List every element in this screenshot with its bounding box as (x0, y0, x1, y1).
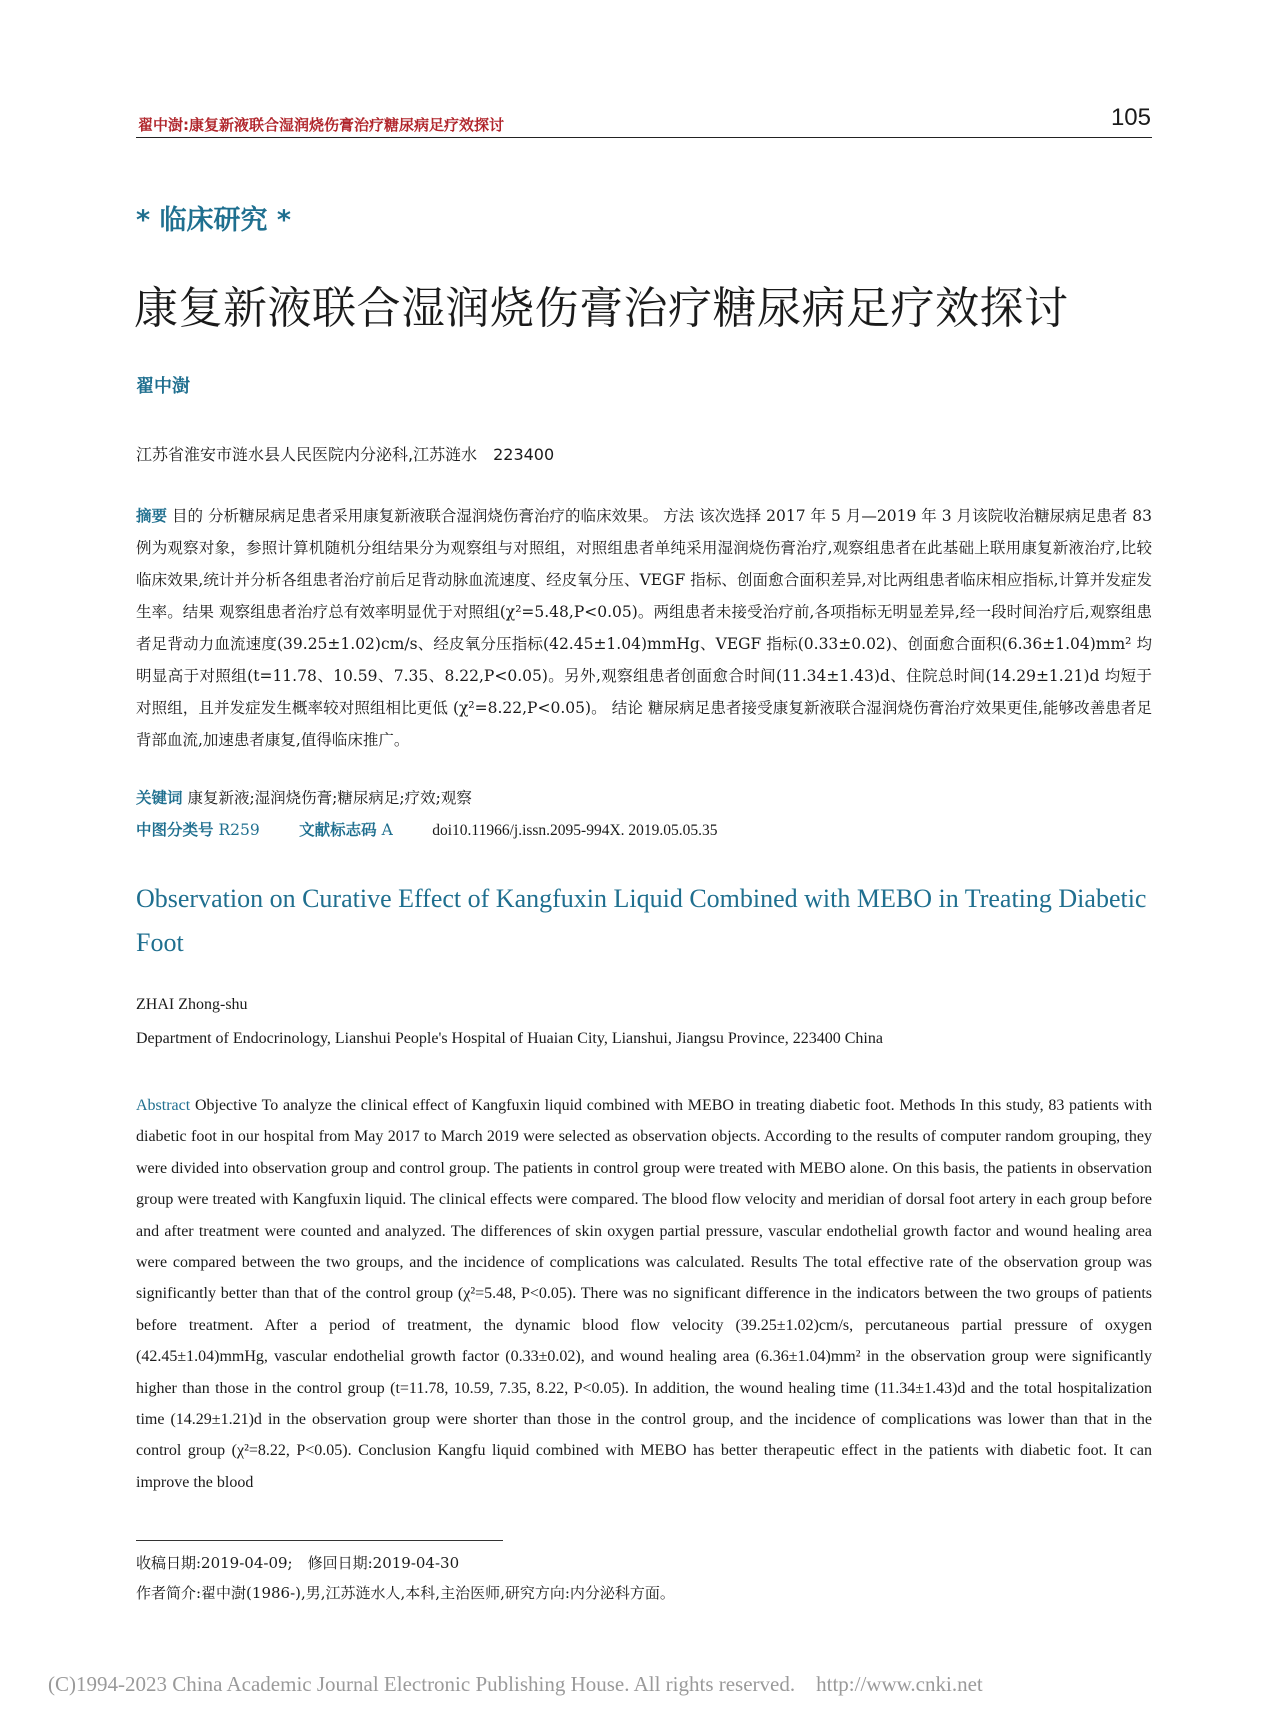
author-bio: 作者简介:翟中澍(1986-),男,江苏涟水人,本科,主治医师,研究方向:内分泌科方面。 (136, 1584, 675, 1602)
chinese-title: 康复新液联合湿润烧伤膏治疗糖尿病足疗效探讨 (134, 283, 1069, 334)
copyright-watermark: (C)1994-2023 China Academic Journal Electronic Publishing House. All rights reserved. http://www.cnki.net (48, 1672, 983, 1696)
abstract-label-en: Abstract (136, 1097, 191, 1114)
class-label: 中图分类号 (136, 821, 214, 839)
doc-code: A (381, 821, 393, 839)
english-abstract (136, 1090, 1152, 1498)
keywords-text: 康复新液;湿润烧伤膏;糖尿病足;疗效;观察 (187, 789, 472, 807)
abstract-text-en: Objective To analyze the clinical effect of Kangfuxin liquid combined with MEBO in treating diabetic foot. Methods In this study, 83 patients with diabetic foot in our hospital from May 2017 to March 2019 were selected as observation objects. According to the results of computer random grouping, they were divided into observation group and control group. The patients in control group were treated with MEBO alone. On this basis, the patients in observation group were treated with Kangfuxin liquid. The clinical effects were compared. The blood flow velocity and meridian of dorsal foot artery in each group before and after treatment were counted and analyzed. The differences of skin oxygen partial pressure, vascular endothelial growth factor and wound healing area were compared between the two groups, and the incidence of complications was calculated. Results The total effective rate of the observation group was significantly better than that of the control group (χ²=5.48, P<0.05). There was no significant difference in the indicators between the two groups of patients before treatment. After a period of treatment, the dynamic blood flow velocity (39.25±1.02)cm/s, percutaneous partial pressure of oxygen (42.45±1.04)mmHg, vascular endothelial growth factor (0.33±0.02), and wound healing area (6.36±1.04)mm² in the observation group were significantly higher than those in the control group (t=11.78, 10.59, 7.35, 8.22, P<0.05). In addition, the wound healing time (11.34±1.43)d and the total hospitalization time (14.29±1.21)d in the observation group were shorter than those in the control group, and the incidence of complications was lower than that in the control group (χ²=8.22, P<0.05). Conclusion Kangfu liquid combined with MEBO has better therapeutic effect in the patients with diabetic foot. It can improve the blood (136, 1097, 1152, 1491)
running-header: 翟中澍:康复新液联合湿润烧伤膏治疗糖尿病足疗效探讨 (138, 116, 505, 134)
page-number: 105 (1110, 104, 1151, 131)
abstract-label-cn: 摘要 (136, 507, 168, 525)
english-author: ZHAI Zhong-shu (136, 996, 248, 1013)
keywords-label: 关键词 (136, 789, 183, 807)
received-dates: 收稿日期:2019-04-09; 修回日期:2019-04-30 (136, 1554, 460, 1572)
english-affiliation: Department of Endocrinology, Lianshui People's Hospital of Huaian City, Lianshui, Jiangsu Province, 223400 China (136, 1030, 883, 1047)
chinese-abstract (136, 500, 1152, 756)
abstract-text-cn: 目的 分析糖尿病足患者采用康复新液联合湿润烧伤膏治疗的临床效果。 方法 该次选择 2017 年 5 月—2019 年 3 月该院收治糖尿病足患者 83 例为观察对象，参照计算机随机分组结果分为观察组与对照组，对照组患者单纯采用湿润烧伤膏治疗,观察组患者在此基础上联用康复新液治疗,比较临床效果,统计并分析各组患者治疗前后足背动脉血流速度、经皮氧分压、VEGF 指标、创面愈合面积差异,对比两组患者临床相应指标,计算并发症发生率。结果 观察组患者治疗总有效率明显优于对照组(χ²=5.48,P<0.05)。两组患者未接受治疗前,各项指标无明显差异,经一段时间治疗后,观察组患者足背动力血流速度(39.25±1.02)cm/s、经皮氧分压指标(42.45±1.04)mmHg、VEGF 指标(0.33±0.02)、创面愈合面积(6.36±1.04)mm² 均明显高于对照组(t=11.78、10.59、7.35、8.22,P<0.05)。另外,观察组患者创面愈合时间(11.34±1.43)d、住院总时间(14.29±1.21)d 均短于对照组，且并发症发生概率较对照组相比更低 (χ²=8.22,P<0.05)。 结论 糖尿病足患者接受康复新液联合湿润烧伤膏治疗效果更佳,能够改善患者足背部血流,加速患者康复,值得临床推广。 (136, 507, 1152, 749)
section-label: * 临床研究 * (136, 205, 292, 236)
chinese-affiliation: 江苏省淮安市涟水县人民医院内分泌科,江苏涟水 223400 (136, 445, 555, 464)
class-code: R259 (218, 821, 260, 839)
classification-line (136, 818, 718, 840)
header-rule (136, 137, 1152, 138)
english-title: Observation on Curative Effect of Kangfuxin Liquid Combined with MEBO in Treating Diabetic Foot (136, 884, 1147, 957)
chinese-author: 翟中澍 (136, 376, 190, 397)
doi: doi10.11966/j.issn.2095-994X. 2019.05.05.35 (432, 822, 718, 839)
chinese-keywords (136, 786, 472, 808)
footnote-rule (136, 1540, 503, 1541)
doc-label: 文献标志码 (299, 821, 377, 839)
